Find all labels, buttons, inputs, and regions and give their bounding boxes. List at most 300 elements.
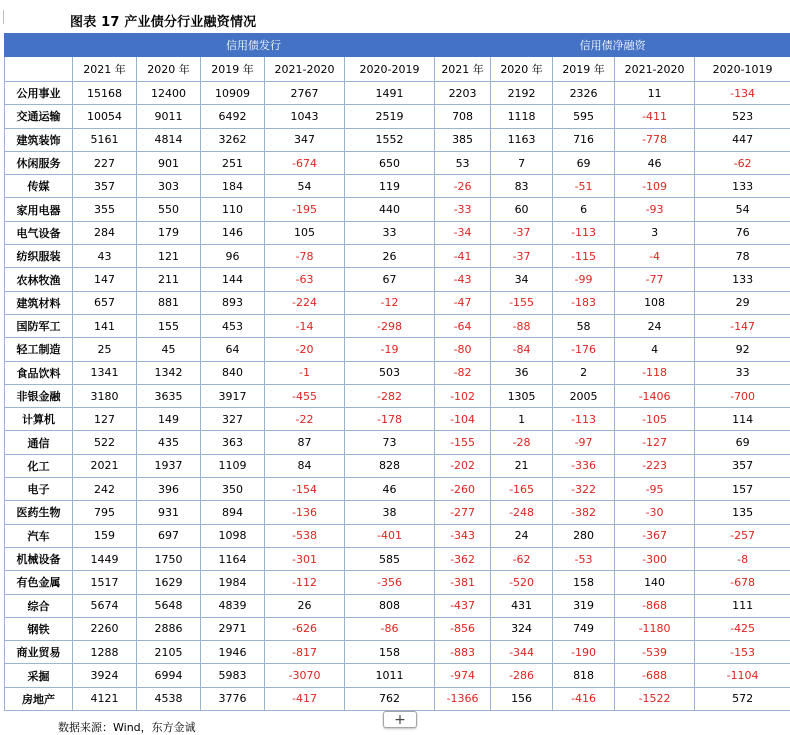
industry-name: 传媒	[5, 175, 73, 198]
value-cell: 2971	[201, 617, 265, 640]
value-cell: 795	[73, 501, 137, 524]
year-header-row	[5, 57, 790, 82]
value-cell: 105	[265, 221, 345, 244]
value-cell: -344	[491, 641, 553, 664]
year-header-corner	[5, 57, 73, 82]
value-cell: 522	[73, 431, 137, 454]
value-cell: 749	[553, 617, 615, 640]
industry-name: 纺织服装	[5, 245, 73, 268]
value-cell: -115	[553, 245, 615, 268]
value-cell: 60	[491, 198, 553, 221]
value-cell: 1011	[345, 664, 435, 687]
value-cell: -223	[615, 454, 695, 477]
value-cell: -88	[491, 314, 553, 337]
value-cell: 1163	[491, 128, 553, 151]
value-cell: 324	[491, 617, 553, 640]
table-row	[5, 571, 790, 594]
value-cell: -856	[435, 617, 491, 640]
value-cell: 92	[695, 338, 790, 361]
value-cell: -301	[265, 547, 345, 570]
value-cell: 33	[345, 221, 435, 244]
value-cell: 157	[695, 478, 790, 501]
value-cell: -778	[615, 128, 695, 151]
value-cell: 108	[615, 291, 695, 314]
value-cell: 503	[345, 361, 435, 384]
value-cell: 881	[137, 291, 201, 314]
value-cell: 327	[201, 408, 265, 431]
table-row	[5, 408, 790, 431]
value-cell: 36	[491, 361, 553, 384]
value-cell: -817	[265, 641, 345, 664]
value-cell: 119	[345, 175, 435, 198]
chart-title: 图表 17 产业债分行业融资情况	[70, 15, 257, 30]
year-header: 2021-2020	[615, 57, 695, 82]
value-cell: -538	[265, 524, 345, 547]
value-cell: 2105	[137, 641, 201, 664]
year-header: 2020-2019	[345, 57, 435, 82]
value-cell: 2886	[137, 617, 201, 640]
value-cell: 38	[345, 501, 435, 524]
value-cell: 43	[73, 245, 137, 268]
value-cell: -147	[695, 314, 790, 337]
value-cell: 1984	[201, 571, 265, 594]
value-cell: 1342	[137, 361, 201, 384]
value-cell: 6492	[201, 105, 265, 128]
value-cell: 133	[695, 175, 790, 198]
value-cell: -1104	[695, 664, 790, 687]
value-cell: 2767	[265, 82, 345, 105]
value-cell: 1043	[265, 105, 345, 128]
industry-name: 电气设备	[5, 221, 73, 244]
value-cell: 284	[73, 221, 137, 244]
value-cell: -136	[265, 501, 345, 524]
value-cell: 24	[615, 314, 695, 337]
table-row	[5, 617, 790, 640]
value-cell: 808	[345, 594, 435, 617]
value-cell: -22	[265, 408, 345, 431]
value-cell: 2005	[553, 384, 615, 407]
value-cell: 83	[491, 175, 553, 198]
value-cell: -260	[435, 478, 491, 501]
value-cell: 2203	[435, 82, 491, 105]
table-row	[5, 547, 790, 570]
value-cell: -974	[435, 664, 491, 687]
value-cell: -43	[435, 268, 491, 291]
value-cell: -77	[615, 268, 695, 291]
value-cell: -1366	[435, 687, 491, 710]
value-cell: -51	[553, 175, 615, 198]
industry-name: 计算机	[5, 408, 73, 431]
value-cell: -202	[435, 454, 491, 477]
group-header-issuance: 信用债发行	[73, 34, 435, 57]
value-cell: 3917	[201, 384, 265, 407]
value-cell: -78	[265, 245, 345, 268]
value-cell: 158	[553, 571, 615, 594]
value-cell: 1341	[73, 361, 137, 384]
value-cell: -105	[615, 408, 695, 431]
value-cell: -154	[265, 478, 345, 501]
value-cell: -539	[615, 641, 695, 664]
value-cell: 133	[695, 268, 790, 291]
value-cell: -425	[695, 617, 790, 640]
value-cell: -113	[553, 221, 615, 244]
value-cell: 156	[491, 687, 553, 710]
year-header: 2021 年	[73, 57, 137, 82]
value-cell: 11	[615, 82, 695, 105]
value-cell: 708	[435, 105, 491, 128]
value-cell: -176	[553, 338, 615, 361]
value-cell: -4	[615, 245, 695, 268]
value-cell: -134	[695, 82, 790, 105]
industry-name: 轻工制造	[5, 338, 73, 361]
value-cell: 828	[345, 454, 435, 477]
value-cell: 818	[553, 664, 615, 687]
value-cell: 84	[265, 454, 345, 477]
value-cell: 901	[137, 151, 201, 174]
value-cell: 10909	[201, 82, 265, 105]
group-header-row	[5, 34, 790, 57]
value-cell: -416	[553, 687, 615, 710]
value-cell: 931	[137, 501, 201, 524]
value-cell: 144	[201, 268, 265, 291]
table-row	[5, 641, 790, 664]
table-row	[5, 454, 790, 477]
header-corner	[5, 34, 73, 57]
value-cell: 453	[201, 314, 265, 337]
value-cell: 1098	[201, 524, 265, 547]
value-cell: 227	[73, 151, 137, 174]
value-cell: 111	[695, 594, 790, 617]
value-cell: -1	[265, 361, 345, 384]
value-cell: 3635	[137, 384, 201, 407]
value-cell: -112	[265, 571, 345, 594]
industry-name: 商业贸易	[5, 641, 73, 664]
value-cell: 2192	[491, 82, 553, 105]
value-cell: -113	[553, 408, 615, 431]
industry-name: 汽车	[5, 524, 73, 547]
table-row	[5, 175, 790, 198]
value-cell: -520	[491, 571, 553, 594]
value-cell: -109	[615, 175, 695, 198]
value-cell: 53	[435, 151, 491, 174]
table-row	[5, 594, 790, 617]
value-cell: 716	[553, 128, 615, 151]
value-cell: -37	[491, 245, 553, 268]
add-button[interactable]: +	[383, 711, 417, 728]
industry-name: 非银金融	[5, 384, 73, 407]
value-cell: 58	[553, 314, 615, 337]
value-cell: 3776	[201, 687, 265, 710]
value-cell: 3262	[201, 128, 265, 151]
value-cell: 357	[695, 454, 790, 477]
value-cell: 1118	[491, 105, 553, 128]
value-cell: 1552	[345, 128, 435, 151]
value-cell: -417	[265, 687, 345, 710]
value-cell: 64	[201, 338, 265, 361]
table-row	[5, 314, 790, 337]
value-cell: -322	[553, 478, 615, 501]
industry-name: 建筑装饰	[5, 128, 73, 151]
value-cell: -277	[435, 501, 491, 524]
value-cell: 73	[345, 431, 435, 454]
value-cell: 12400	[137, 82, 201, 105]
value-cell: -411	[615, 105, 695, 128]
industry-name: 房地产	[5, 687, 73, 710]
value-cell: 10054	[73, 105, 137, 128]
industry-financing-table	[4, 33, 790, 711]
value-cell: -1522	[615, 687, 695, 710]
value-cell: 159	[73, 524, 137, 547]
value-cell: -86	[345, 617, 435, 640]
value-cell: 5161	[73, 128, 137, 151]
value-cell: 121	[137, 245, 201, 268]
value-cell: 1	[491, 408, 553, 431]
value-cell: 280	[553, 524, 615, 547]
value-cell: 78	[695, 245, 790, 268]
value-cell: 87	[265, 431, 345, 454]
value-cell: 69	[553, 151, 615, 174]
value-cell: 5983	[201, 664, 265, 687]
value-cell: -14	[265, 314, 345, 337]
value-cell: -12	[345, 291, 435, 314]
value-cell: 33	[695, 361, 790, 384]
table-row	[5, 105, 790, 128]
value-cell: 34	[491, 268, 553, 291]
value-cell: 67	[345, 268, 435, 291]
value-cell: -64	[435, 314, 491, 337]
value-cell: -298	[345, 314, 435, 337]
value-cell: 251	[201, 151, 265, 174]
value-cell: 3	[615, 221, 695, 244]
value-cell: 9011	[137, 105, 201, 128]
value-cell: 447	[695, 128, 790, 151]
table-row	[5, 151, 790, 174]
value-cell: -336	[553, 454, 615, 477]
industry-name: 家用电器	[5, 198, 73, 221]
value-cell: -127	[615, 431, 695, 454]
value-cell: -155	[435, 431, 491, 454]
value-cell: -883	[435, 641, 491, 664]
value-cell: 1164	[201, 547, 265, 570]
industry-name: 采掘	[5, 664, 73, 687]
value-cell: -62	[695, 151, 790, 174]
value-cell: 114	[695, 408, 790, 431]
year-header: 2019 年	[553, 57, 615, 82]
value-cell: -401	[345, 524, 435, 547]
value-cell: 135	[695, 501, 790, 524]
value-cell: -356	[345, 571, 435, 594]
table-row	[5, 687, 790, 710]
value-cell: -1406	[615, 384, 695, 407]
left-edge-handle	[0, 10, 4, 24]
value-cell: 319	[553, 594, 615, 617]
value-cell: -868	[615, 594, 695, 617]
value-cell: 595	[553, 105, 615, 128]
value-cell: 45	[137, 338, 201, 361]
value-cell: 385	[435, 128, 491, 151]
value-cell: -8	[695, 547, 790, 570]
value-cell: 127	[73, 408, 137, 431]
value-cell: 3180	[73, 384, 137, 407]
value-cell: 3924	[73, 664, 137, 687]
value-cell: -47	[435, 291, 491, 314]
value-cell: -282	[345, 384, 435, 407]
value-cell: 29	[695, 291, 790, 314]
value-cell: -183	[553, 291, 615, 314]
year-header: 2020-1019	[695, 57, 790, 82]
value-cell: 762	[345, 687, 435, 710]
value-cell: -118	[615, 361, 695, 384]
value-cell: 211	[137, 268, 201, 291]
value-cell: 54	[695, 198, 790, 221]
value-cell: 303	[137, 175, 201, 198]
value-cell: -99	[553, 268, 615, 291]
value-cell: 2021	[73, 454, 137, 477]
value-cell: -41	[435, 245, 491, 268]
industry-name: 国防军工	[5, 314, 73, 337]
value-cell: -300	[615, 547, 695, 570]
value-cell: 435	[137, 431, 201, 454]
value-cell: 54	[265, 175, 345, 198]
value-cell: 893	[201, 291, 265, 314]
value-cell: 7	[491, 151, 553, 174]
data-source-note: 数据来源：Wind，东方金诚	[58, 721, 196, 734]
value-cell: 2260	[73, 617, 137, 640]
value-cell: -381	[435, 571, 491, 594]
value-cell: -286	[491, 664, 553, 687]
year-header: 2021-2020	[265, 57, 345, 82]
table-row	[5, 128, 790, 151]
value-cell: 6	[553, 198, 615, 221]
value-cell: 1305	[491, 384, 553, 407]
industry-name: 化工	[5, 454, 73, 477]
value-cell: 1629	[137, 571, 201, 594]
value-cell: 146	[201, 221, 265, 244]
value-cell: -155	[491, 291, 553, 314]
value-cell: 1517	[73, 571, 137, 594]
value-cell: -93	[615, 198, 695, 221]
value-cell: 25	[73, 338, 137, 361]
value-cell: 350	[201, 478, 265, 501]
value-cell: -678	[695, 571, 790, 594]
value-cell: -26	[435, 175, 491, 198]
value-cell: 697	[137, 524, 201, 547]
value-cell: -700	[695, 384, 790, 407]
value-cell: 96	[201, 245, 265, 268]
value-cell: -3070	[265, 664, 345, 687]
table-body	[5, 82, 790, 711]
value-cell: 2519	[345, 105, 435, 128]
industry-name: 机械设备	[5, 547, 73, 570]
value-cell: 2	[553, 361, 615, 384]
industry-name: 交通运输	[5, 105, 73, 128]
value-cell: -195	[265, 198, 345, 221]
value-cell: -626	[265, 617, 345, 640]
table-row	[5, 338, 790, 361]
value-cell: 2326	[553, 82, 615, 105]
group-header-net-financing: 信用债净融资	[435, 34, 790, 57]
value-cell: -84	[491, 338, 553, 361]
value-cell: -63	[265, 268, 345, 291]
value-cell: 5648	[137, 594, 201, 617]
value-cell: 4121	[73, 687, 137, 710]
value-cell: 1449	[73, 547, 137, 570]
value-cell: 21	[491, 454, 553, 477]
value-cell: 4814	[137, 128, 201, 151]
value-cell: 355	[73, 198, 137, 221]
value-cell: 149	[137, 408, 201, 431]
year-header: 2020 年	[137, 57, 201, 82]
value-cell: -343	[435, 524, 491, 547]
value-cell: 6994	[137, 664, 201, 687]
value-cell: 184	[201, 175, 265, 198]
value-cell: -20	[265, 338, 345, 361]
value-cell: -455	[265, 384, 345, 407]
table-row	[5, 198, 790, 221]
table-row	[5, 478, 790, 501]
value-cell: -82	[435, 361, 491, 384]
value-cell: -674	[265, 151, 345, 174]
value-cell: 440	[345, 198, 435, 221]
industry-name: 公用事业	[5, 82, 73, 105]
value-cell: 572	[695, 687, 790, 710]
value-cell: 140	[615, 571, 695, 594]
value-cell: -34	[435, 221, 491, 244]
value-cell: 585	[345, 547, 435, 570]
value-cell: -37	[491, 221, 553, 244]
value-cell: -248	[491, 501, 553, 524]
industry-name: 电子	[5, 478, 73, 501]
value-cell: 650	[345, 151, 435, 174]
value-cell: 1109	[201, 454, 265, 477]
value-cell: 242	[73, 478, 137, 501]
value-cell: 550	[137, 198, 201, 221]
industry-name: 农林牧渔	[5, 268, 73, 291]
industry-name: 通信	[5, 431, 73, 454]
value-cell: 523	[695, 105, 790, 128]
value-cell: -80	[435, 338, 491, 361]
industry-name: 有色金属	[5, 571, 73, 594]
value-cell: 894	[201, 501, 265, 524]
value-cell: -28	[491, 431, 553, 454]
value-cell: 657	[73, 291, 137, 314]
value-cell: -153	[695, 641, 790, 664]
value-cell: 1750	[137, 547, 201, 570]
value-cell: -62	[491, 547, 553, 570]
industry-name: 建筑材料	[5, 291, 73, 314]
year-header: 2020 年	[491, 57, 553, 82]
value-cell: 15168	[73, 82, 137, 105]
value-cell: 357	[73, 175, 137, 198]
value-cell: 431	[491, 594, 553, 617]
value-cell: 179	[137, 221, 201, 244]
value-cell: 26	[345, 245, 435, 268]
value-cell: 141	[73, 314, 137, 337]
table-row	[5, 431, 790, 454]
value-cell: 347	[265, 128, 345, 151]
value-cell: 4538	[137, 687, 201, 710]
value-cell: 1288	[73, 641, 137, 664]
table-row	[5, 524, 790, 547]
value-cell: 46	[615, 151, 695, 174]
value-cell: -190	[553, 641, 615, 664]
table-row	[5, 268, 790, 291]
value-cell: 1491	[345, 82, 435, 105]
value-cell: 155	[137, 314, 201, 337]
table-row	[5, 361, 790, 384]
table-row	[5, 221, 790, 244]
table-row	[5, 82, 790, 105]
